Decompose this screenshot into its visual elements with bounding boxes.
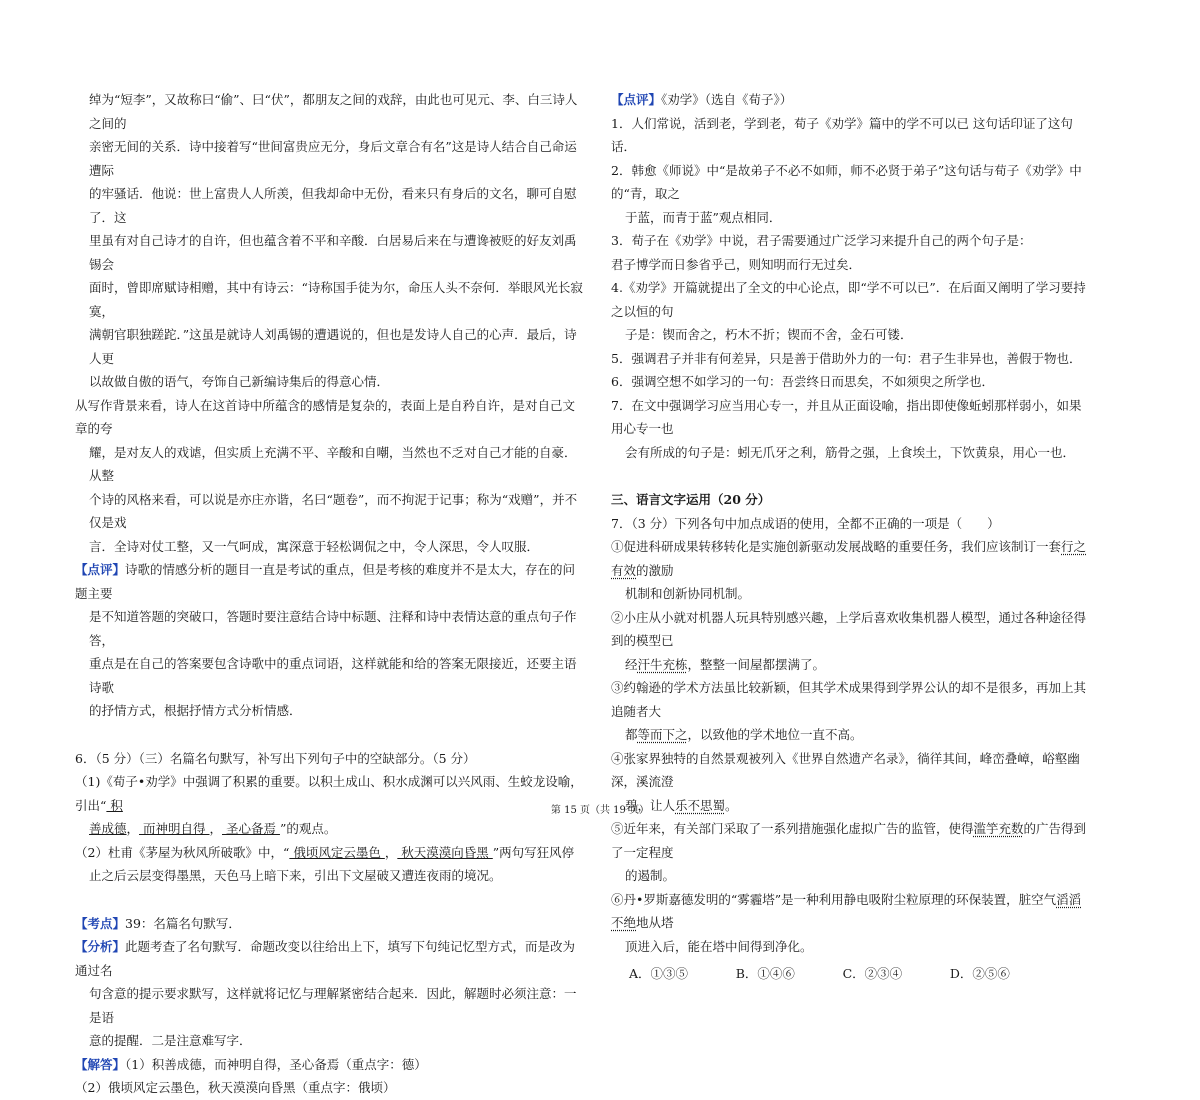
text: 都 [625, 727, 638, 742]
text-line: 面时，曾即席赋诗相赠，其中有诗云：“诗称国手徒为尔，命压人头不奈何．举眼风光长寂寞， [89, 280, 583, 319]
text-line: 重点是在自己的答案要包含诗歌中的重点词语，这样就能和给的答案无限接近，还要主语诗歌 [89, 656, 577, 695]
answer-blank: 秋天漠漠向昏黑 [397, 844, 493, 860]
comment-title: 《劝学》（选自《荀子》） [661, 92, 793, 107]
dotted-idiom: 行之有效 [611, 539, 1087, 578]
text: ， [126, 821, 140, 836]
kaodian-block [75, 912, 585, 936]
text-line: 是不知道答题的突破口，答题时要注意结合诗中标题、注释和诗中表情达意的重点句子作答， [89, 609, 577, 648]
fenxi-tag: 【分析】 [75, 939, 126, 954]
dotted-idiom: 滔滔不绝 [611, 891, 1082, 930]
fenxi-block [75, 935, 585, 1053]
list-item: 君子博学而日参省乎己，则知明而行无过矣． [611, 256, 862, 272]
text: ， [384, 844, 398, 860]
text-line: 意的提醒．二是注意难写字． [89, 1033, 252, 1048]
analysis-paragraph-1 [75, 88, 585, 394]
text-line: 耀，是对友人的戏谑，但实质上充满不平、辛酸和自嘲，当然也不乏对自己才能的自豪．从整 [89, 444, 577, 483]
text-line: 此题考查了名句默写．命题改变以往给出上下，填写下句纯记忆型方式，而是改为通过名 [75, 939, 576, 978]
dotted-idiom: 汗牛充栋 [637, 656, 688, 672]
dotted-idiom: 乐不思蜀 [675, 797, 726, 813]
list-item-cont: 于蓝，而青于蓝”观点相同． [625, 209, 782, 225]
answer-options [629, 962, 1091, 986]
text-line: ②小庄从小就对机器人玩具特别感兴趣，上学后喜欢收集机器人模型，通过各种途径得到的模型已 [611, 609, 1087, 648]
option-a: A．①③⑤ [629, 966, 689, 981]
comment-tag: 【点评】 [75, 562, 126, 577]
text: ，以致他的学术地位一直不高。 [687, 727, 863, 742]
text: 经 [625, 656, 638, 672]
dotted-idiom: 滥竽充数 [973, 821, 1024, 836]
option-d: D．②⑤⑥ [949, 966, 1010, 981]
list-item: 1．人们常说，活到老，学到老，荀子《劝学》篇中的学不可以已 这句话印证了这句话． [611, 115, 1073, 154]
text-line: 39：名篇名句默写． [125, 915, 241, 931]
answer-blank: 积 [106, 797, 123, 813]
text-line: 言．全诗对仗工整，又一气呵成，寓深意于轻松调侃之中，令人深思，令人叹服． [89, 538, 540, 554]
text-line: 的抒情方式，根据抒情方式分析情感． [89, 703, 302, 718]
text: （2）杜甫《茅屋为秋风所破歌》中，“ [75, 844, 290, 860]
list-item-cont: 子是：锲而舍之，朽木不折；锲而不舍，金石可镂． [625, 327, 913, 342]
jieda-tag: 【解答】 [75, 1056, 126, 1072]
dotted-idiom: 等而下之 [637, 727, 688, 742]
text: ”两句写狂风停 [492, 844, 575, 860]
text: ， [209, 821, 222, 836]
list-item: 2．韩愈《师说》中“是故弟子不必不如师，师不必贤于弟子”这句话与荀子《劝学》中的“青，取之 [611, 162, 1082, 201]
text: 地从塔 [636, 915, 674, 930]
answer-blank: 而神明自得 [139, 821, 210, 836]
list-item: 4.《劝学》开篇就提出了全文的中心论点，即“学不可以已”．在后面又阐明了学习要持之以恒的句 [611, 280, 1086, 319]
text-line: 止之后云层变得墨黑，天色马上暗下来，引出下文屋破又遭连夜雨的境况。 [89, 868, 502, 883]
text-line: 亲密无间的关系．诗中接着写“世间富贵应无分，身后文章合有名”这是诗人结合自己命运遭际 [89, 139, 577, 178]
text-line: 顶进入后，能在塔中间得到净化。 [625, 938, 813, 954]
text-line: ④张家界独特的自然景观被列入《世界自然遗产名录》，徜徉其间，峰峦叠嶂，峪壑幽深，溪流澄 [611, 750, 1080, 789]
comment-block [75, 558, 585, 723]
question-6 [75, 747, 585, 888]
text-line: 的遏制。 [625, 868, 676, 883]
section-heading: 三、语言文字运用（20 分） [611, 492, 771, 507]
question-title: 6．（5 分）（三）名篇名句默写，补写出下列句子中的空缺部分。（5 分） [75, 750, 476, 766]
comment-list [611, 112, 1091, 465]
text: 碧，让人 [625, 797, 676, 813]
text-line: （2）俄顷风定云墨色，秋天漠漠向昏黑（重点字：俄顷） [75, 1080, 396, 1095]
text-line: 句含意的提示要求默写，这样就将记忆与理解紧密结合起来．因此，解题时必须注意：一是语 [89, 986, 577, 1025]
answer-blank: 善成德 [89, 821, 127, 836]
text-line: 里虽有对自己诗才的自许，但也蕴含着不平和辛酸．白居易后来在与遭谗被贬的好友刘禹锡会 [89, 233, 577, 272]
right-column [611, 88, 1091, 986]
analysis-paragraph-2 [75, 394, 585, 559]
list-item: 5．强调君子并非有何差异，只是善于借助外力的一句：君子生非异也，善假于物也． [611, 350, 1082, 366]
text: ”的观点。 [279, 821, 337, 836]
text: ①促进科研成果转移转化是实施创新驱动发展战略的重要任务，我们应该制订一套 [611, 539, 1062, 554]
option-b: B．①④⑥ [735, 966, 795, 981]
question-7 [611, 512, 1091, 986]
text: ⑥丹•罗斯嘉德发明的“雾霾塔”是一种利用静电吸附尘粒原理的环保装置，脏空气 [611, 891, 1057, 907]
answer-blank: 俄顷风定云墨色 [289, 844, 385, 860]
left-column [75, 88, 585, 1100]
jieda-block [75, 1053, 585, 1100]
text-line: 绰为“短李”，又故称曰“偷”、曰“伏”，都朋友之间的戏辞，由此也可见元、李、白三诗人之间的 [89, 92, 578, 131]
text-line: 诗歌的情感分析的题目一直是考试的重点，但是考核的难度并不是太大，存在的问题主要 [75, 562, 576, 601]
text-line: （1）积善成德，而神明自得，圣心备焉（重点字：德） [125, 1056, 427, 1072]
question-title: 7．（3 分）下列各句中加点成语的使用，全都不正确的一项是（ ） [611, 515, 1000, 531]
list-item: 3．荀子在《劝学》中说，君子需要通过广泛学习来提升自己的两个句子是： [611, 233, 1032, 248]
list-item: 7．在文中强调学习应当用心专一，并且从正面设喻，指出即使像蚯蚓那样弱小，如果用心专一也 [611, 397, 1082, 436]
text: 。 [725, 797, 738, 813]
list-item: 6．强调空想不如学习的一句：吾尝终日而思矣，不如须臾之所学也． [611, 374, 994, 389]
comment-tag: 【点评】 [611, 92, 662, 107]
text-line: 个诗的风格来看，可以说是亦庄亦谐，名曰“题卷”，而不拘泥于记事；称为“戏赠”，并不仅是戏 [89, 491, 578, 530]
text-line: 以故做自傲的语气，夸饰自己新编诗集后的得意心情． [89, 374, 390, 389]
text-line: ③约翰逊的学术方法虽比较新颖，但其学术成果得到学界公认的却不是很多，再加上其追随者大 [611, 680, 1087, 719]
text-line: 满朝官职独蹉跎．”这虽是就诗人刘禹锡的遭遇说的，但也是发诗人自己的心声．最后，诗人更 [89, 327, 577, 366]
page-footer: 第 15 页（共 19 页） [550, 805, 650, 816]
list-item-cont: 会有所成的句子是：蚓无爪牙之利，筋骨之强，上食埃土，下饮黄泉，用心一也． [625, 444, 1076, 460]
text: 的激励 [636, 562, 674, 578]
text-line: 的牢骚话．他说：世上富贵人人所羡，但我却命中无份，看来只有身后的文名，聊可自慰了．这 [89, 186, 577, 225]
answer-blank: 圣心备焉 [222, 821, 280, 836]
text: 的广告得到了一定程度 [611, 821, 1087, 860]
text-line: 机制和创新协同机制。 [625, 586, 751, 601]
kaodian-tag: 【考点】 [75, 915, 126, 931]
text: ，整整一间屋都摆满了。 [687, 656, 826, 672]
text: ⑤近年来，有关部门采取了一系列措施强化虚拟广告的监管，使得 [611, 821, 974, 836]
text-line: 从写作背景来看，诗人在这首诗中所蕴含的感情是复杂的，表面上是自矜自许，是对自己文章的夸 [75, 397, 576, 436]
text: （1)《荀子•劝学》中强调了积累的重要。以积土成山、积水成渊可以兴风雨、生蛟龙设喻，引出“ [75, 774, 583, 813]
option-c: C．②③④ [842, 966, 903, 981]
